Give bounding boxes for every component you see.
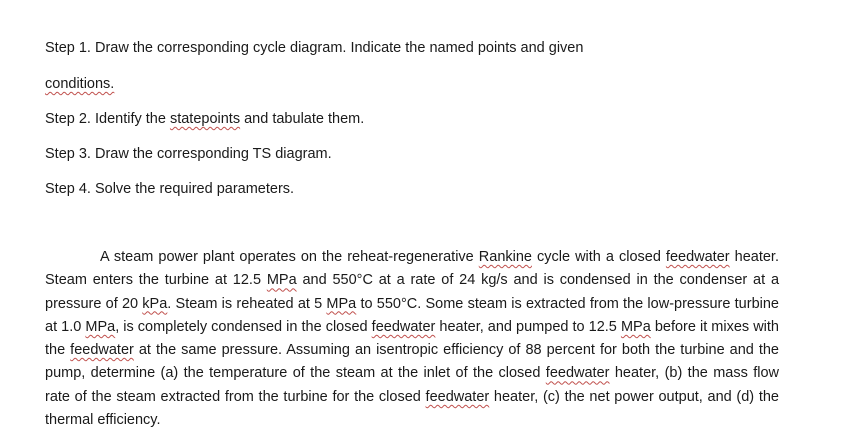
problem-text: to 550°C. Some steam is extracted from the low-pressure turbine at 1.0: [45, 295, 779, 335]
step-2-text-end: and tabulate them.: [240, 111, 365, 127]
step-1-line-1: Step 1. Draw the corresponding cycle diagram. Indicate the named points and given: [45, 40, 584, 56]
problem-text: heater, (c) the net power output, and (d) the thermal efficiency.: [45, 388, 779, 429]
spellcheck-word: kPa: [142, 295, 168, 312]
problem-text: before it mixes with the: [45, 318, 779, 359]
step-2-text-start: Step 2. Identify the: [45, 111, 170, 127]
step-2-statepoints-word: statepoints: [169, 111, 241, 127]
step-1-line-2: [45, 75, 114, 93]
problem-text: . Steam is reheated at 5: [167, 295, 327, 312]
problem-text: at the same pressure. Assuming an isentropic efficiency of 88 percent for both the turbine and the pump, determine (a) the temperature of the steam at the inlet of the closed: [45, 342, 779, 382]
problem-text: heater, (b) the mass flow rate of the steam extracted from the turbine for the closed: [45, 365, 779, 405]
spellcheck-word: feedwater: [371, 318, 436, 335]
spellcheck-word: feedwater: [425, 388, 490, 405]
problem-text: cycle with a closed: [531, 249, 666, 265]
spellcheck-word: MPa: [85, 318, 116, 335]
spellcheck-word: MPa: [266, 272, 297, 289]
problem-text: A steam power plant operates on the reheat-regenerative: [100, 249, 479, 265]
problem-statement: [45, 246, 779, 432]
spellcheck-word: feedwater: [665, 249, 730, 265]
problem-text: heater. Steam enters the turbine at 12.5: [45, 249, 779, 289]
spellcheck-word: feedwater: [70, 342, 134, 359]
problem-text: and 550°C at a rate of 24 kg/s and is condensed in the condenser at a pressure of 20: [45, 272, 780, 312]
spellcheck-word: MPa: [620, 318, 651, 335]
spellcheck-word: Rankine: [478, 249, 532, 265]
step-2: [45, 110, 364, 128]
spellcheck-word: feedwater: [545, 365, 610, 382]
problem-text: heater, and pumped to 12.5: [435, 318, 621, 335]
problem-text: , is completely condensed in the closed: [115, 318, 372, 335]
spellcheck-word: MPa: [326, 295, 357, 312]
step-1-conditions-word: conditions.: [45, 76, 115, 92]
step-3: Step 3. Draw the corresponding TS diagram.: [45, 146, 332, 162]
step-4: Step 4. Solve the required parameters.: [45, 181, 295, 197]
